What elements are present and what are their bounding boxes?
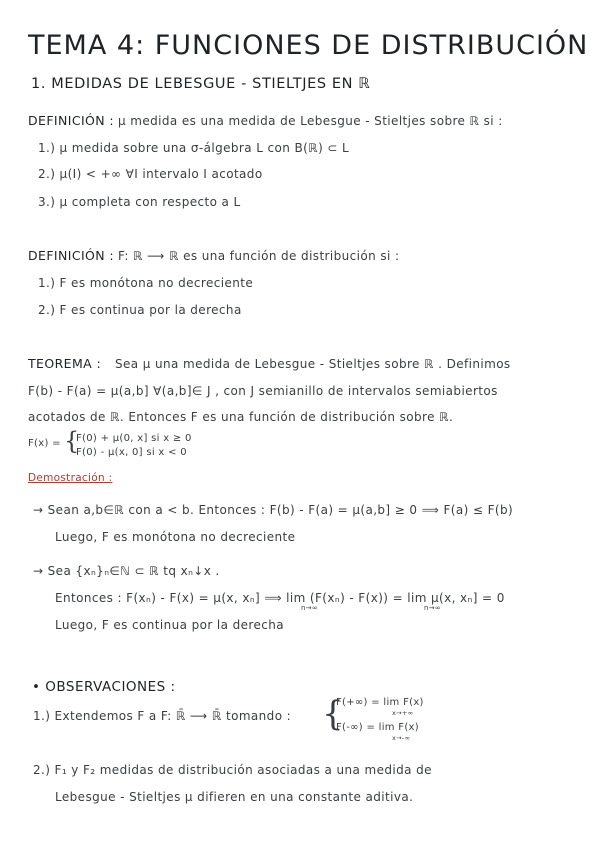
definition-label: DEFINICIÓN : <box>28 113 115 128</box>
demonstration-line: Luego, F es monótona no decreciente <box>55 530 296 544</box>
page-title: TEMA 4: FUNCIONES DE DISTRIBUCIÓN <box>28 30 589 61</box>
theorem-case: F(0) + μ(0, x] si x ≥ 0 <box>76 433 192 444</box>
theorem-line: acotados de ℝ. Entonces F es una función de distribución sobre ℝ. <box>28 410 454 424</box>
observation-item: Lebesgue - Stieltjes μ difieren en una constante aditiva. <box>55 790 414 804</box>
definition-text: μ medida es una medida de Lebesgue - Stieltjes sobre ℝ si : <box>118 114 503 128</box>
observation-case: F(+∞) = lim F(x) <box>336 697 424 708</box>
observation-item: 2.) F₁ y F₂ medidas de distribución asociadas a una medida de <box>33 763 432 777</box>
definition-label: DEFINICIÓN : <box>28 248 115 263</box>
demonstration-label: Demostración : <box>28 472 113 484</box>
theorem-label: TEOREMA : <box>28 356 102 371</box>
theorem-fx-label: F(x) = <box>28 438 61 449</box>
section-heading: 1. MEDIDAS DE LEBESGUE - STIELTJES EN ℝ <box>31 76 371 92</box>
theorem-case: F(0) - μ(x, 0] si x < 0 <box>76 447 187 458</box>
left-brace: { <box>322 694 344 734</box>
limit-subscript: n→∞ <box>301 604 319 612</box>
definition-text: F: ℝ ⟶ ℝ es una función de distribución si : <box>118 249 400 263</box>
definition-item: 2.) μ(I) < +∞ ∀I intervalo I acotado <box>38 167 263 181</box>
limit-subscript: x→-∞ <box>392 734 411 742</box>
definition-item: 1.) μ medida sobre una σ-álgebra L con B(ℝ) ⊂ L <box>38 141 350 155</box>
theorem-line: Sea μ una medida de Lebesgue - Stieltjes sobre ℝ . Definimos <box>115 357 511 371</box>
demonstration-line: → Sean a,b∈ℝ con a < b. Entonces : F(b) - F(a) = μ(a,b] ≥ 0 ⟹ F(a) ≤ F(b) <box>33 503 514 517</box>
demonstration-line: Entonces : F(xₙ) - F(x) = μ(x, xₙ] ⟹ lim (F(xₙ) - F(x)) = lim μ(x, xₙ] = 0 <box>55 591 505 605</box>
definition-item: 1.) F es monótona no decreciente <box>38 276 254 290</box>
observation-item: 1.) Extendemos F a F: ℝ̄ ⟶ ℝ̄ tomando : <box>33 709 292 723</box>
demonstration-line: → Sea {xₙ}ₙ∈ℕ ⊂ ℝ tq xₙ↓x . <box>33 564 220 578</box>
demonstration-line: Luego, F es continua por la derecha <box>55 618 284 632</box>
left-brace: { <box>64 427 80 455</box>
observation-case: F(-∞) = lim F(x) <box>336 722 419 733</box>
theorem-line: F(b) - F(a) = μ(a,b] ∀(a,b]∈ J , con J semianillo de intervalos semiabiertos <box>28 384 498 398</box>
observations-heading: • OBSERVACIONES : <box>32 679 176 695</box>
limit-subscript: x→+∞ <box>392 709 414 717</box>
definition-item: 2.) F es continua por la derecha <box>38 303 242 317</box>
definition-item: 3.) μ completa con respecto a L <box>38 195 241 209</box>
limit-subscript: n→∞ <box>424 604 442 612</box>
